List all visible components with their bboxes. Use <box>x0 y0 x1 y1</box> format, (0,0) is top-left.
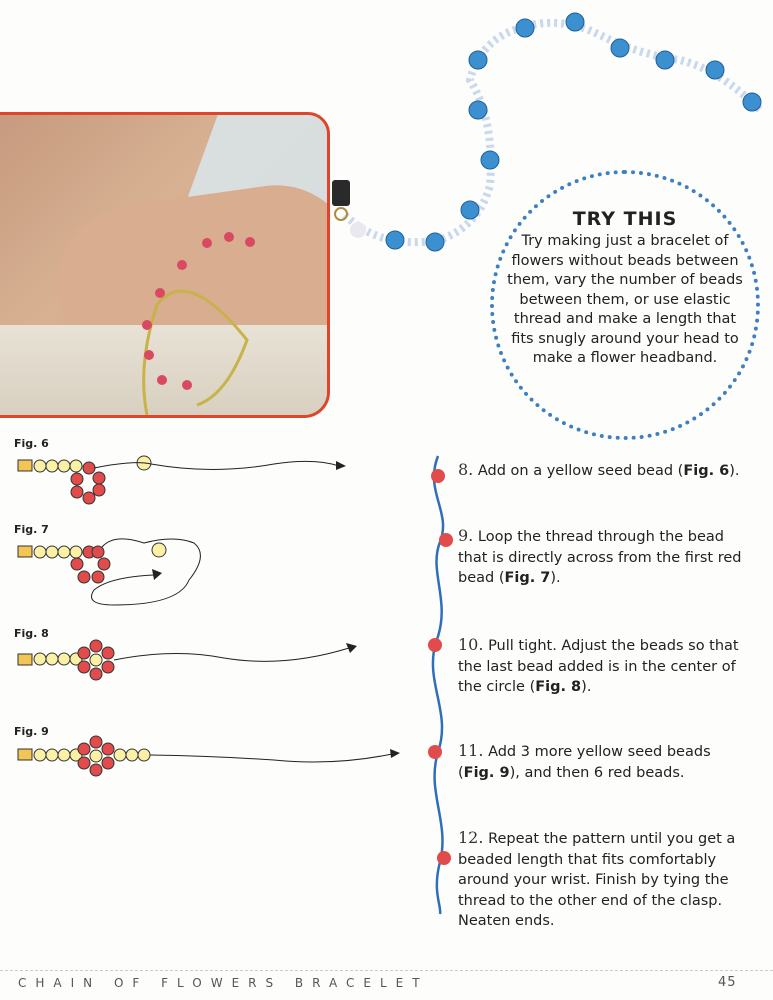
fig-8-diagram <box>14 638 374 698</box>
fig-7-diagram <box>14 535 244 615</box>
fig-7-label: Fig. 7 <box>14 523 49 536</box>
footer-title: CHAIN OF FLOWERS BRACELET <box>18 976 429 990</box>
step-9-number: 9. <box>458 526 474 545</box>
step-12-number: 12. <box>458 828 484 847</box>
step-12 <box>458 828 748 932</box>
step-9-text: Loop the thread through the bead that is directly across from the first red bead (Fig. 7). <box>458 529 742 586</box>
fig-6-label: Fig. 6 <box>14 437 49 450</box>
fig-9-label: Fig. 9 <box>14 725 49 738</box>
page-number: 45 <box>718 975 737 990</box>
step-8 <box>458 460 758 482</box>
step-12-text: Repeat the pattern until you get a beaded length that fits comfortably around your wrist. Finish by tying the thread to the other end of the clasp. Neaten ends. <box>458 831 736 929</box>
try-this-title: TRY THIS <box>572 208 678 230</box>
step-10-text: Pull tight. Adjust the beads so that the last bead added is in the center of the circle (Fig. 8). <box>458 638 739 695</box>
step-9 <box>458 526 743 589</box>
fig-6-diagram <box>14 450 374 520</box>
fig-9-diagram <box>14 736 414 796</box>
footer-divider <box>0 970 773 971</box>
steps-timeline <box>422 452 462 922</box>
step-10-number: 10. <box>458 635 484 654</box>
step-8-text: Add on a yellow seed bead (Fig. 6). <box>477 463 740 479</box>
step-10 <box>458 635 748 698</box>
step-8-number: 8. <box>458 460 474 479</box>
step-11-text: Add 3 more yellow seed beads (Fig. 9), and then 6 red beads. <box>458 744 711 781</box>
fig-8-label: Fig. 8 <box>14 627 49 640</box>
step-11-number: 11. <box>458 741 484 760</box>
try-this-body: Try making just a bracelet of flowers without beads between them, vary the number of beads between them, or use elastic thread and make a length that fits snugly around your head to make a flower headband. <box>507 233 743 366</box>
step-11 <box>458 741 728 783</box>
